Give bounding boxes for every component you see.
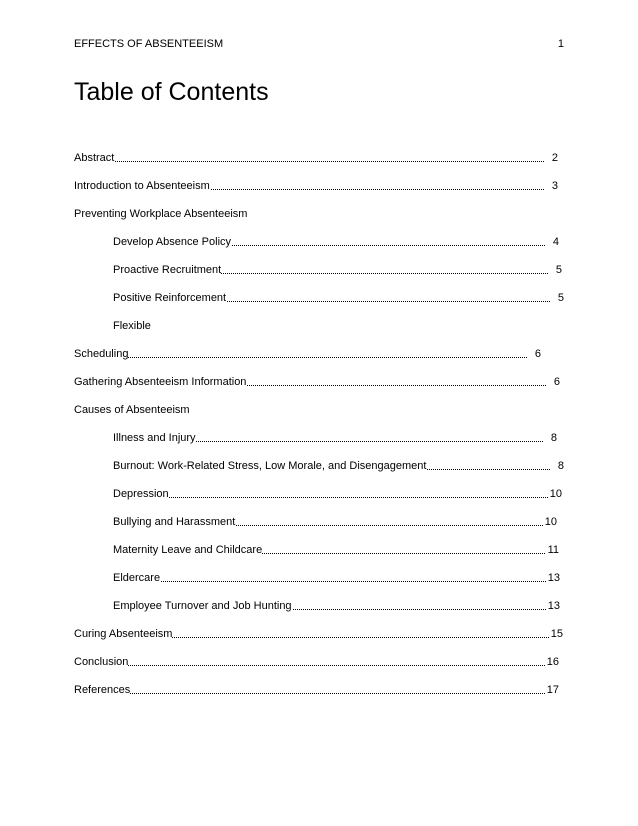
toc-entry-bullying[interactable] xyxy=(113,515,557,529)
toc-entry-gathering[interactable] xyxy=(74,375,560,389)
toc-entry-turnover[interactable] xyxy=(113,599,560,613)
toc-entry-page: 13 xyxy=(547,572,560,584)
toc-entry-illness[interactable] xyxy=(113,431,557,445)
dot-leader xyxy=(74,161,544,162)
toc-entry-label: Curing Absenteeism xyxy=(74,628,173,640)
toc-entry-maternity[interactable] xyxy=(113,543,559,557)
toc-entry-page: 5 xyxy=(555,264,562,276)
toc-entry-label: Introduction to Absenteeism xyxy=(74,180,210,192)
toc-entry-label: Causes of Absenteeism xyxy=(74,404,190,416)
toc-entry-page: 4 xyxy=(552,236,559,248)
dot-leader xyxy=(74,665,545,666)
header-page-number: 1 xyxy=(557,38,564,50)
toc-entry-eldercare[interactable] xyxy=(113,571,560,585)
dot-leader xyxy=(113,581,546,582)
toc-entry-page: 16 xyxy=(546,656,559,668)
dot-leader xyxy=(74,693,545,694)
toc-entry-page: 17 xyxy=(546,684,559,696)
toc-entry-references[interactable] xyxy=(74,683,559,697)
toc-entry-page: 11 xyxy=(547,544,559,556)
dot-leader xyxy=(113,497,548,498)
toc-entry-label: Maternity Leave and Childcare xyxy=(113,544,263,556)
toc-entry-page: 6 xyxy=(553,376,560,388)
toc-entry-label: Develop Absence Policy xyxy=(113,236,232,248)
toc-entry-causes[interactable] xyxy=(74,403,558,417)
toc-entry-conclusion[interactable] xyxy=(74,655,559,669)
toc-entry-label: Flexible xyxy=(113,320,151,332)
toc-entry-positive-reinforcement[interactable] xyxy=(113,291,564,305)
toc-entry-label: Gathering Absenteeism Information xyxy=(74,376,247,388)
toc-entry-page: 15 xyxy=(550,628,563,640)
toc-entry-page: 13 xyxy=(547,600,560,612)
toc-entry-label: Proactive Recruitment xyxy=(113,264,222,276)
toc-entry-preventing[interactable] xyxy=(74,207,558,221)
toc-entry-label: Burnout: Work-Related Stress, Low Morale, and Disengagement xyxy=(113,460,427,472)
toc-entry-page: 8 xyxy=(557,460,564,472)
toc-entry-introduction[interactable] xyxy=(74,179,558,193)
toc-entry-label: Illness and Injury xyxy=(113,432,196,444)
toc-entry-page: 3 xyxy=(551,180,558,192)
toc-entry-page: 10 xyxy=(549,488,562,500)
toc-entry-flexible[interactable] xyxy=(113,319,313,333)
toc-entry-page: 8 xyxy=(550,432,557,444)
toc-entry-label: Bullying and Harassment xyxy=(113,516,236,528)
dot-leader xyxy=(74,357,527,358)
toc-entry-label: Employee Turnover and Job Hunting xyxy=(113,600,292,612)
page-title: Table of Contents xyxy=(74,78,269,106)
running-title: EFFECTS OF ABSENTEEISM xyxy=(74,38,224,50)
toc-entry-page: 10 xyxy=(544,516,557,528)
toc-entry-label: Conclusion xyxy=(74,656,129,668)
toc-entry-label: Scheduling xyxy=(74,348,129,360)
toc-entry-label: Abstract xyxy=(74,152,115,164)
toc-entry-scheduling[interactable] xyxy=(74,347,541,361)
toc-entry-page: 6 xyxy=(534,348,541,360)
toc-entry-label: References xyxy=(74,684,131,696)
toc-entry-absence-policy[interactable] xyxy=(113,235,559,249)
toc-entry-label: Depression xyxy=(113,488,169,500)
toc-entry-label: Preventing Workplace Absenteeism xyxy=(74,208,248,220)
toc-entry-label: Positive Reinforcement xyxy=(113,292,227,304)
toc-entry-curing[interactable] xyxy=(74,627,563,641)
toc-entry-abstract[interactable] xyxy=(74,151,558,165)
toc-entry-page: 2 xyxy=(551,152,558,164)
toc-entry-label: Eldercare xyxy=(113,572,161,584)
toc-entry-proactive-recruitment[interactable] xyxy=(113,263,562,277)
toc-entry-depression[interactable] xyxy=(113,487,562,501)
toc-entry-page: 5 xyxy=(557,292,564,304)
toc-entry-burnout[interactable] xyxy=(113,459,564,473)
